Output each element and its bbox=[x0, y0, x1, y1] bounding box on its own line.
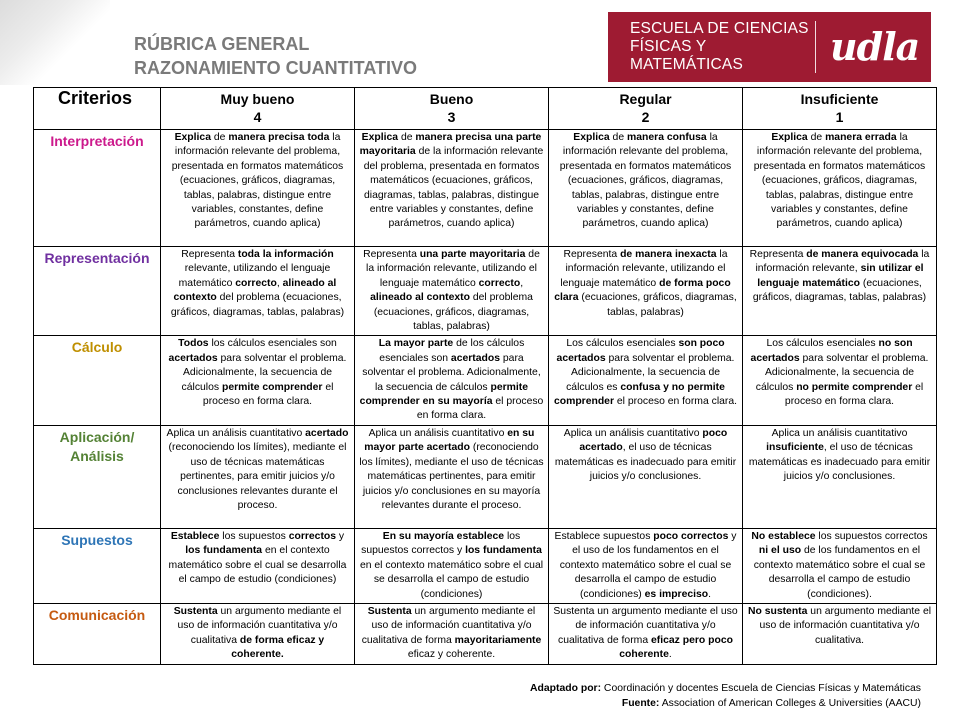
logo-line-1: ESCUELA DE CIENCIAS bbox=[630, 20, 809, 37]
descriptor-cell bbox=[549, 425, 743, 528]
descriptor-text: de bbox=[210, 132, 229, 143]
emphasis-text: los fundamenta bbox=[465, 545, 542, 557]
emphasis-text: de forma poco clara bbox=[554, 277, 731, 304]
row-aplicacion-analisis bbox=[34, 425, 937, 528]
descriptor-text: relevante, utilizando el lenguaje matemático bbox=[178, 263, 331, 289]
descriptor-text: para solventar el problema. Adicionalmente, la secuencia de cálculos es bbox=[566, 352, 735, 393]
descriptor-text: Aplica un análisis cuantitativo bbox=[166, 427, 306, 439]
descriptor-cell bbox=[355, 603, 549, 664]
rubric-table bbox=[33, 87, 937, 665]
descriptor-text: para solventar el problema. Adicionalmente, la secuencia de cálculos bbox=[755, 352, 929, 393]
descriptor-text: Representa bbox=[181, 249, 238, 260]
descriptor-cell bbox=[355, 336, 549, 425]
descriptor-text: los supuestos correctos y bbox=[361, 530, 521, 557]
descriptor-cell bbox=[549, 130, 743, 247]
descriptor-text: de los fundamentos en el contexto matemático sobre el cual se desarrolla el campo de estudio (condiciones). bbox=[753, 545, 926, 600]
emphasis-text: son poco acertados bbox=[556, 338, 725, 364]
descriptor-text: Representa bbox=[563, 249, 621, 260]
descriptor-text: el proceso en forma clara. bbox=[416, 396, 544, 422]
descriptor-text: , bbox=[276, 277, 283, 289]
descriptor-text: , el uso de técnicas matemáticas es inadecuado para emitir juicios y/o conclusiones. bbox=[554, 442, 737, 483]
emphasis-text: correcto bbox=[235, 277, 277, 289]
criterion-aplicacion-analisis: Aplicación/ Análisis bbox=[34, 425, 161, 528]
descriptor-text: (reconociendo los límites), mediante el uso de técnicas matemáticas pertinentes, para emitir juicios y/o conclusiones en su mayoría relevantes durante el proceso. bbox=[359, 442, 544, 511]
descriptor-text: Representa bbox=[363, 249, 420, 260]
descriptor-text: la información relevante, bbox=[755, 249, 930, 275]
descriptor-text: , el uso de técnicas matemáticas es inadecuado para emitir juicios y/o conclusiones. bbox=[748, 442, 931, 483]
emphasis-text: de forma eficaz y coherente. bbox=[231, 634, 325, 661]
emphasis-text: toda la información bbox=[237, 249, 334, 260]
source-label: Fuente: bbox=[621, 698, 660, 709]
descriptor-cell bbox=[161, 603, 355, 664]
emphasis-text: sin utilizar el lenguaje matemático bbox=[757, 263, 924, 289]
emphasis-text: Explica bbox=[771, 132, 808, 143]
descriptor-cell bbox=[549, 603, 743, 664]
descriptor-text: en el contexto matemático sobre el cual se desarrolla el campo de estudio (condiciones) bbox=[168, 545, 347, 586]
emphasis-text: acertados bbox=[168, 352, 218, 364]
emphasis-text: Establece bbox=[170, 530, 220, 542]
criterion-supuestos: Supuestos bbox=[34, 528, 161, 603]
descriptor-text: del problema (ecuaciones, gráficos, diagramas, tablas, palabras) bbox=[373, 292, 533, 333]
descriptor-text: los cálculos esenciales son bbox=[208, 338, 337, 350]
emphasis-text: Sustenta bbox=[173, 605, 218, 617]
school-logo bbox=[608, 12, 931, 82]
emphasis-text: no son acertados bbox=[750, 338, 913, 364]
emphasis-text: acertado bbox=[305, 427, 349, 439]
descriptor-text: Establece supuestos bbox=[554, 530, 654, 542]
emphasis-text: mayoritariamente bbox=[454, 634, 542, 646]
descriptor-text: la información relevante, utilizando el lenguaje matemático bbox=[560, 249, 728, 289]
descriptor-text: la información relevante del problema, presentada en formatos matemáticos (ecuaciones, gráficos, diagramas, tablas, palabras, distingue entre variables y constantes, define parámetros, cuando aplica) bbox=[559, 132, 732, 230]
descriptor-cell bbox=[161, 528, 355, 603]
descriptor-cell bbox=[355, 247, 549, 336]
descriptor-text: el proceso en forma clara. bbox=[784, 381, 924, 408]
level-score: 4 bbox=[253, 109, 262, 125]
emphasis-text: Sustenta bbox=[367, 605, 412, 617]
emphasis-text: insuficiente bbox=[766, 442, 824, 454]
emphasis-text: acertados bbox=[450, 352, 501, 364]
source-line bbox=[530, 696, 921, 711]
emphasis-text: Explica bbox=[174, 132, 211, 143]
descriptor-text: (reconociendo los límites), mediante el uso de técnicas matemáticas pertinentes, para emitir juicios y/o conclusiones relevantes durante el proceso. bbox=[168, 442, 347, 511]
descriptor-text: Aplica un análisis cuantitativo bbox=[771, 427, 908, 439]
emphasis-text: alineado al contexto bbox=[370, 292, 470, 304]
emphasis-text: manera precisa una parte mayoritaria bbox=[359, 132, 542, 158]
emphasis-text: correcto bbox=[478, 277, 521, 289]
descriptor-text: el proceso en forma clara. bbox=[202, 381, 334, 408]
adapted-by-line bbox=[530, 681, 921, 696]
criterion-interpretacion: Interpretación bbox=[34, 130, 161, 247]
row-representacion bbox=[34, 247, 937, 336]
emphasis-text: Explica bbox=[361, 132, 399, 143]
emphasis-text: No establece bbox=[751, 530, 816, 542]
descriptor-text: (ecuaciones, gráficos, diagramas, tablas, palabras) bbox=[752, 277, 927, 304]
emphasis-text: poco correctos bbox=[653, 530, 729, 542]
descriptor-cell bbox=[355, 528, 549, 603]
emphasis-text: eficaz pero poco coherente bbox=[619, 634, 733, 661]
emphasis-text: Todos bbox=[178, 338, 209, 350]
descriptor-cell bbox=[743, 425, 937, 528]
emphasis-text: La mayor parte bbox=[378, 338, 454, 350]
emphasis-text: Explica bbox=[573, 132, 610, 143]
descriptor-cell bbox=[549, 528, 743, 603]
descriptor-text: para solventar el problema. Adicionalmente, la secuencia de cálculos bbox=[181, 352, 347, 393]
emphasis-text: confusa y no permite comprender bbox=[553, 381, 725, 408]
udla-logo-mark: udla bbox=[830, 24, 920, 69]
logo-text bbox=[608, 20, 813, 74]
emphasis-text: en su mayor parte acertado bbox=[364, 427, 535, 454]
emphasis-text: es impreciso bbox=[644, 588, 709, 600]
criteria-header: Criterios bbox=[34, 88, 161, 130]
emphasis-text: manera confusa bbox=[627, 132, 707, 143]
row-interpretacion bbox=[34, 130, 937, 247]
document-title bbox=[134, 32, 417, 80]
emphasis-text: de manera equivocada bbox=[806, 249, 919, 260]
descriptor-text: de bbox=[807, 132, 826, 143]
descriptor-cell bbox=[743, 130, 937, 247]
descriptor-text: eficaz y coherente. bbox=[407, 649, 496, 661]
descriptor-text: y bbox=[336, 530, 345, 542]
descriptor-cell bbox=[549, 336, 743, 425]
descriptor-text: de la información relevante, utilizando el lenguaje matemático bbox=[366, 249, 540, 289]
descriptor-text: Los cálculos esenciales bbox=[566, 338, 679, 350]
descriptor-text: Los cálculos esenciales bbox=[766, 338, 879, 350]
emphasis-text: poco acertado bbox=[579, 427, 728, 454]
descriptor-text: la información relevante del problema, presentada en formatos matemáticos (ecuaciones, gráficos, diagramas, tablas, palabras, distingue entre variables y constantes, define parámetros, cuando aplica) bbox=[753, 132, 926, 230]
emphasis-text: alineado al contexto bbox=[173, 277, 337, 304]
level-label: Bueno bbox=[429, 91, 474, 107]
header-row bbox=[34, 88, 937, 130]
decorative-corner bbox=[0, 0, 110, 85]
descriptor-text: Aplica un análisis cuantitativo bbox=[563, 427, 703, 439]
footer-credits bbox=[530, 681, 921, 711]
title-line-2: RAZONAMIENTO CUANTITATIVO bbox=[134, 58, 417, 78]
descriptor-text: Aplica un análisis cuantitativo bbox=[368, 427, 508, 439]
row-calculo bbox=[34, 336, 937, 425]
descriptor-cell bbox=[743, 528, 937, 603]
descriptor-text: de los cálculos esenciales son bbox=[379, 338, 525, 364]
level-header-insuficiente bbox=[743, 88, 937, 130]
descriptor-cell bbox=[161, 425, 355, 528]
emphasis-text: No sustenta bbox=[747, 605, 808, 617]
title-line-1: RÚBRICA GENERAL bbox=[134, 34, 310, 54]
descriptor-text: un argumento mediante el uso de información cuantitativa y/o cualitativa de forma bbox=[361, 605, 536, 646]
descriptor-cell bbox=[743, 603, 937, 664]
level-label: Regular bbox=[619, 91, 672, 107]
level-header-muy-bueno bbox=[161, 88, 355, 130]
descriptor-cell bbox=[161, 336, 355, 425]
level-score: 3 bbox=[447, 109, 456, 125]
descriptor-text: de la información relevante del problema, presentada en formatos matemáticos (ecuaciones, gráficos, diagramas, tablas, palabras, distingue entre variables y constantes, define parámetros, cuando aplica) bbox=[363, 146, 544, 230]
emphasis-text: permite comprender en su mayoría bbox=[359, 381, 529, 408]
emphasis-text: los fundamenta bbox=[185, 545, 263, 557]
descriptor-text: los supuestos correctos bbox=[815, 530, 928, 542]
descriptor-cell bbox=[549, 247, 743, 336]
descriptor-cell bbox=[743, 336, 937, 425]
level-header-bueno bbox=[355, 88, 549, 130]
descriptor-text: , bbox=[520, 277, 524, 289]
descriptor-text: para solventar el problema. Adicionalmente, la secuencia de cálculos bbox=[362, 352, 541, 393]
emphasis-text: no permite comprender bbox=[796, 381, 913, 393]
source-text: Association of American Colleges & Universities (AACU) bbox=[659, 698, 921, 709]
level-label: Insuficiente bbox=[800, 91, 879, 107]
criterion-calculo: Cálculo bbox=[34, 336, 161, 425]
logo-divider bbox=[815, 21, 816, 73]
descriptor-cell bbox=[743, 247, 937, 336]
adapted-by-text: Coordinación y docentes Escuela de Ciencias Físicas y Matemáticas bbox=[601, 683, 921, 694]
emphasis-text: una parte mayoritaria bbox=[419, 249, 526, 260]
emphasis-text: En su mayoría establece bbox=[382, 530, 505, 542]
descriptor-text: . bbox=[708, 588, 712, 600]
descriptor-text: un argumento mediante el uso de información cuantitativa y/o cualitativa. bbox=[759, 605, 932, 646]
emphasis-text: ni el uso bbox=[758, 545, 802, 557]
emphasis-text: correctos bbox=[288, 530, 337, 542]
descriptor-cell bbox=[355, 130, 549, 247]
descriptor-text: del problema (ecuaciones, gráficos, diagramas, tablas, palabras) bbox=[170, 292, 345, 318]
level-header-regular bbox=[549, 88, 743, 130]
level-score: 1 bbox=[835, 109, 844, 125]
emphasis-text: de manera inexacta bbox=[620, 249, 717, 260]
descriptor-text: en el contexto matemático sobre el cual se desarrolla el campo de estudio (condiciones) bbox=[359, 559, 544, 600]
row-supuestos bbox=[34, 528, 937, 603]
descriptor-cell bbox=[161, 130, 355, 247]
descriptor-text: Representa bbox=[749, 249, 807, 260]
descriptor-cell bbox=[355, 425, 549, 528]
descriptor-text: Sustenta un argumento mediante el uso de información cuantitativa y/o cualitativa de forma bbox=[553, 605, 738, 646]
emphasis-text: manera errada bbox=[825, 132, 897, 143]
descriptor-text: el proceso en forma clara. bbox=[614, 396, 738, 408]
descriptor-text: la información relevante del problema, presentada en formatos matemáticos (ecuaciones, gráficos, diagramas, tablas, palabras, distingue entre variables, constantes, define parámetros, cuando aplica) bbox=[171, 132, 344, 230]
level-score: 2 bbox=[641, 109, 650, 125]
level-label: Muy bueno bbox=[220, 91, 295, 107]
emphasis-text: permite comprender bbox=[221, 381, 323, 393]
descriptor-text: de bbox=[609, 132, 628, 143]
row-comunicacion bbox=[34, 603, 937, 664]
adapted-by-label: Adaptado por: bbox=[530, 683, 602, 694]
descriptor-text: (ecuaciones, gráficos, diagramas, tablas, palabras) bbox=[578, 292, 737, 318]
descriptor-text: los supuestos bbox=[219, 530, 289, 542]
logo-line-2: FÍSICAS Y MATEMÁTICAS bbox=[630, 38, 744, 73]
descriptor-cell bbox=[161, 247, 355, 336]
criterion-representacion: Representación bbox=[34, 247, 161, 336]
descriptor-text: y el uso de los fundamentos en el contexto matemático sobre el cual se desarrolla el campo de estudio (condiciones) bbox=[559, 530, 737, 600]
descriptor-text: . bbox=[668, 649, 672, 661]
criterion-comunicacion: Comunicación bbox=[34, 603, 161, 664]
descriptor-text: un argumento mediante el uso de información cuantitativa y/o cualitativa bbox=[177, 605, 342, 646]
descriptor-text: de bbox=[398, 132, 416, 143]
emphasis-text: manera precisa toda bbox=[228, 132, 330, 143]
